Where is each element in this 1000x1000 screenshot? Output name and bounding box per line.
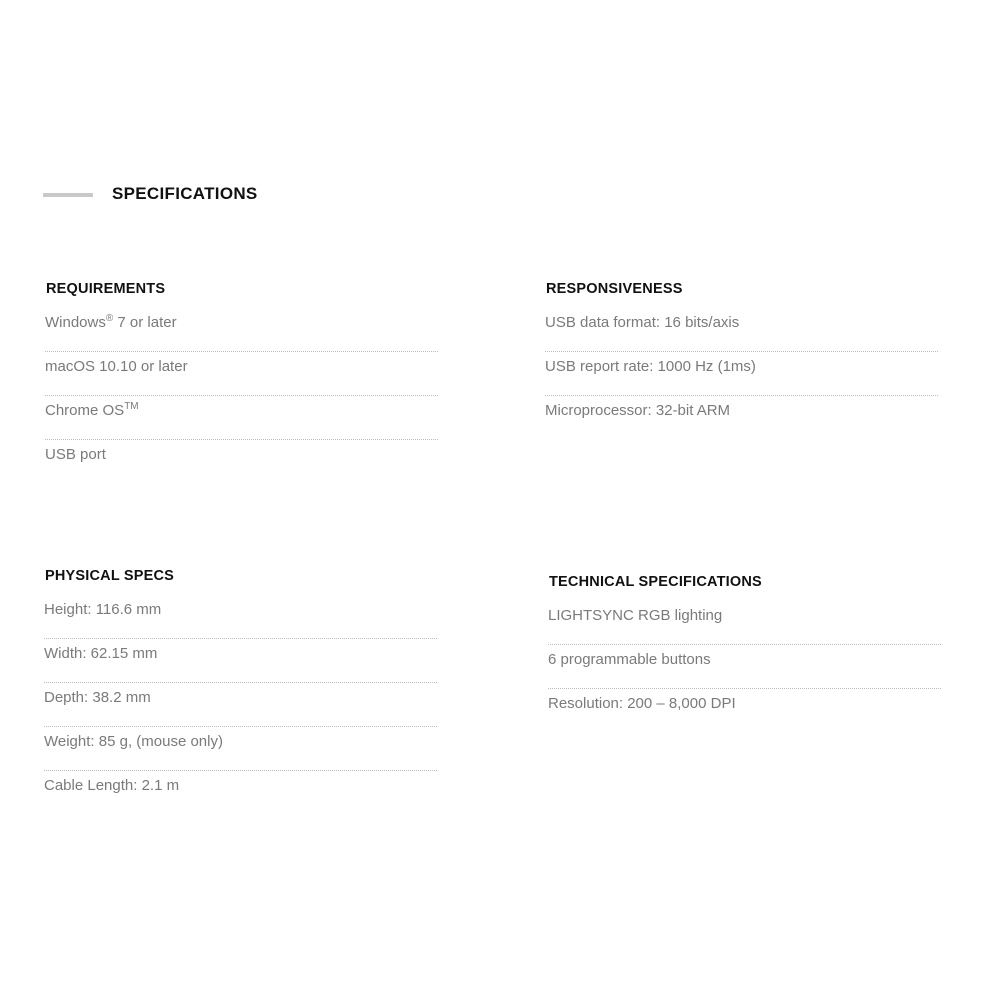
responsiveness-title: RESPONSIVENESS xyxy=(546,281,683,297)
spec-item-lightsync xyxy=(548,602,941,645)
spec-text: USB report rate: 1000 Hz (1ms) xyxy=(545,358,756,375)
spec-text: Cable Length: 2.1 m xyxy=(44,777,180,794)
spec-text: Resolution: 200 – 8,000 DPI xyxy=(548,695,736,712)
spec-item-depth xyxy=(44,684,437,727)
spec-text: Microprocessor: 32-bit ARM xyxy=(545,402,731,419)
registered-mark: ® xyxy=(105,313,114,324)
spec-item-height xyxy=(44,596,437,639)
spec-item-microprocessor xyxy=(545,397,938,440)
specifications-header xyxy=(43,184,443,208)
spec-text: Depth: 38.2 mm xyxy=(44,689,151,706)
spec-text: LIGHTSYNC RGB lighting xyxy=(548,607,723,624)
technical-specifications-title: TECHNICAL SPECIFICATIONS xyxy=(549,574,762,590)
spec-text: Windows xyxy=(45,314,106,331)
spec-text: Weight: 85 g, (mouse only) xyxy=(44,733,223,750)
spec-item-usb-data-format xyxy=(545,309,938,352)
spec-text: USB port xyxy=(45,446,106,463)
technical-specifications-list xyxy=(548,602,941,733)
spec-text-suffix: 7 or later xyxy=(113,314,177,331)
spec-item-usb-port xyxy=(45,441,438,484)
requirements-title: REQUIREMENTS xyxy=(46,281,166,297)
spec-text: Width: 62.15 mm xyxy=(44,645,158,662)
responsiveness-list xyxy=(545,309,938,440)
spec-item-cable-length xyxy=(44,772,437,815)
spec-text: Chrome OS xyxy=(45,402,125,419)
physical-specs-list xyxy=(44,596,437,815)
physical-specs-title: PHYSICAL SPECS xyxy=(45,568,175,584)
spec-text: USB data format: 16 bits/axis xyxy=(545,314,740,331)
spec-text: Height: 116.6 mm xyxy=(44,601,162,618)
spec-item-resolution xyxy=(548,690,941,733)
spec-item-programmable-buttons xyxy=(548,646,941,689)
requirements-list xyxy=(45,309,438,484)
spec-item-windows xyxy=(45,309,438,352)
trademark-mark: TM xyxy=(124,401,139,412)
spec-text: 6 programmable buttons xyxy=(548,651,711,668)
page-title: SPECIFICATIONS xyxy=(112,184,258,203)
spec-text: macOS 10.10 or later xyxy=(45,358,188,375)
spec-item-chrome-os xyxy=(45,397,438,440)
responsiveness-section xyxy=(545,279,938,440)
physical-specs-section xyxy=(44,566,437,815)
technical-specifications-section xyxy=(548,572,941,733)
spec-item-width xyxy=(44,640,437,683)
spec-item-weight xyxy=(44,728,437,771)
requirements-section xyxy=(45,279,438,484)
spec-item-usb-report-rate xyxy=(545,353,938,396)
spec-item-macos xyxy=(45,353,438,396)
header-divider xyxy=(43,193,93,197)
